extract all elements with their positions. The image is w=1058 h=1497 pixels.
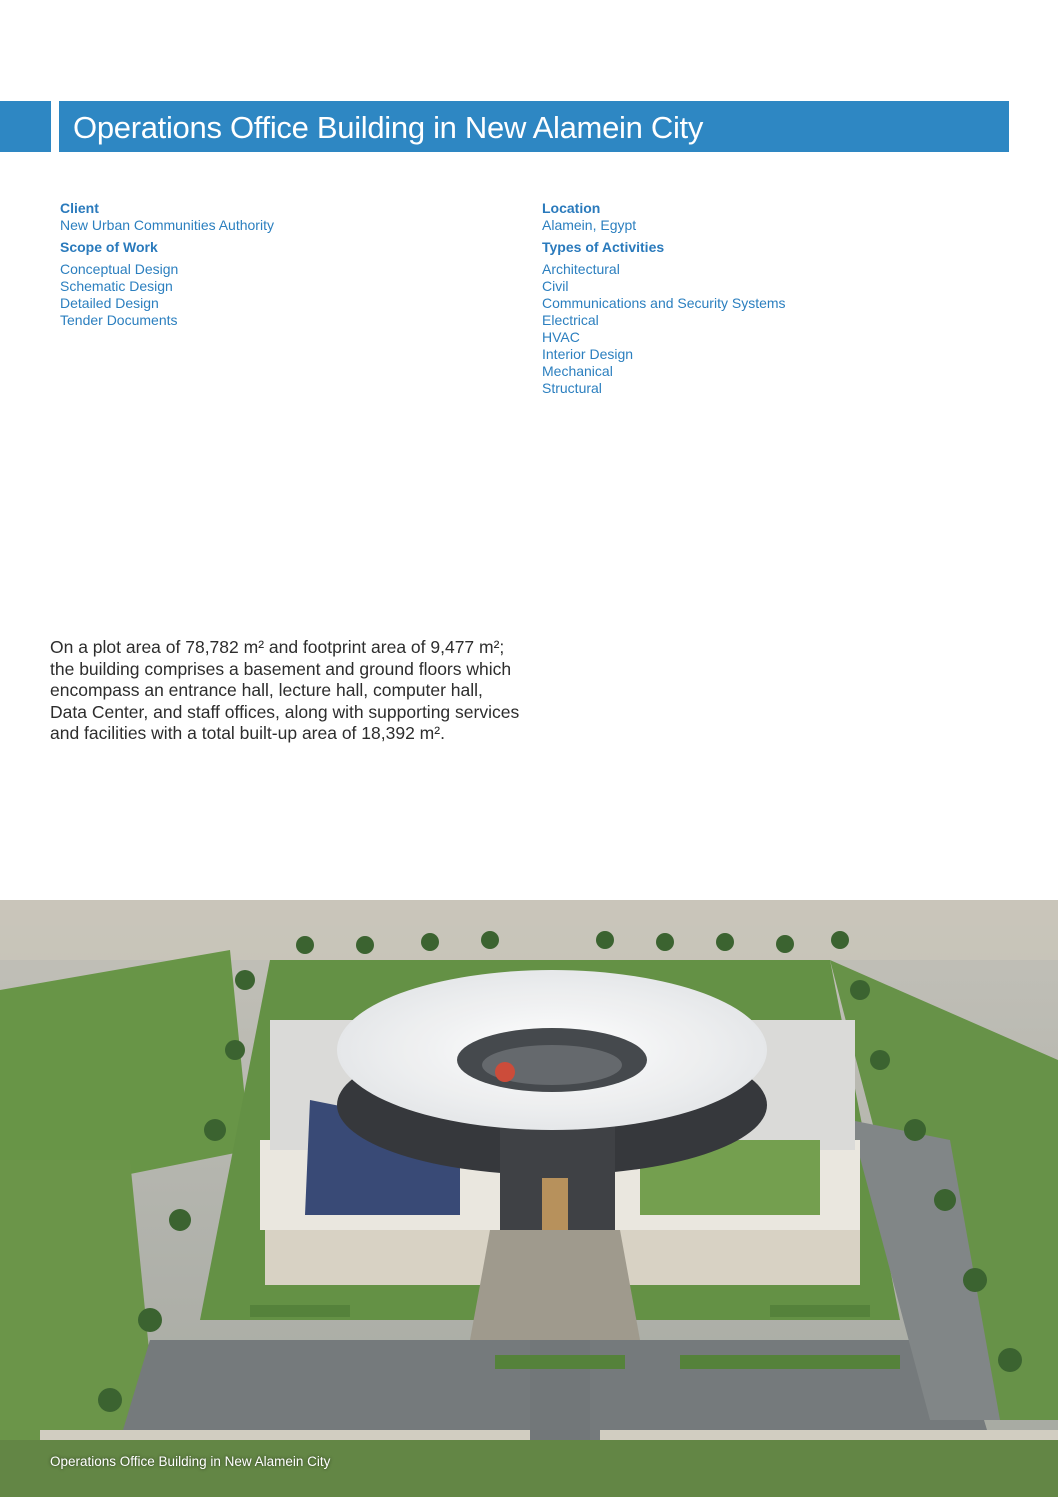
title-bar — [59, 101, 1009, 152]
location-value: Alamein, Egypt — [542, 217, 637, 233]
activities-label: Types of Activities — [542, 239, 665, 255]
activities-list — [542, 261, 962, 397]
activity-item: HVAC — [542, 329, 580, 345]
activity-item: Architectural — [542, 261, 620, 277]
building-rendering-illustration — [0, 900, 1058, 1497]
project-description: On a plot area of 78,782 m² and footprint area of 9,477 m²; the building comprises a basement and ground floors which encompass an entrance hall, lecture hall, computer hall, Data Center, and staff offices, along with supporting services and facilities with a total built-up area of 18,392 m². — [50, 637, 520, 744]
details-left-column — [60, 200, 480, 329]
scope-item: Detailed Design — [60, 295, 159, 311]
scope-list — [60, 261, 480, 329]
activity-item: Interior Design — [542, 346, 634, 362]
activity-item: Mechanical — [542, 363, 613, 379]
client-value: New Urban Communities Authority — [60, 217, 274, 233]
activity-item: Structural — [542, 380, 602, 396]
image-caption: Operations Office Building in New Alamein City — [50, 1454, 331, 1469]
activity-item: Electrical — [542, 312, 599, 328]
location-label: Location — [542, 200, 601, 216]
building-rendering — [0, 900, 1058, 1497]
activity-item: Communications and Security Systems — [542, 295, 786, 311]
client-label: Client — [60, 200, 99, 216]
details-right-column — [542, 200, 962, 397]
page-title: Operations Office Building in New Alamein City — [73, 110, 704, 145]
scope-label: Scope of Work — [60, 239, 158, 255]
scope-item: Schematic Design — [60, 278, 173, 294]
header-accent-block — [0, 101, 51, 152]
activity-item: Civil — [542, 278, 569, 294]
scope-item: Conceptual Design — [60, 261, 179, 277]
scope-item: Tender Documents — [60, 312, 178, 328]
